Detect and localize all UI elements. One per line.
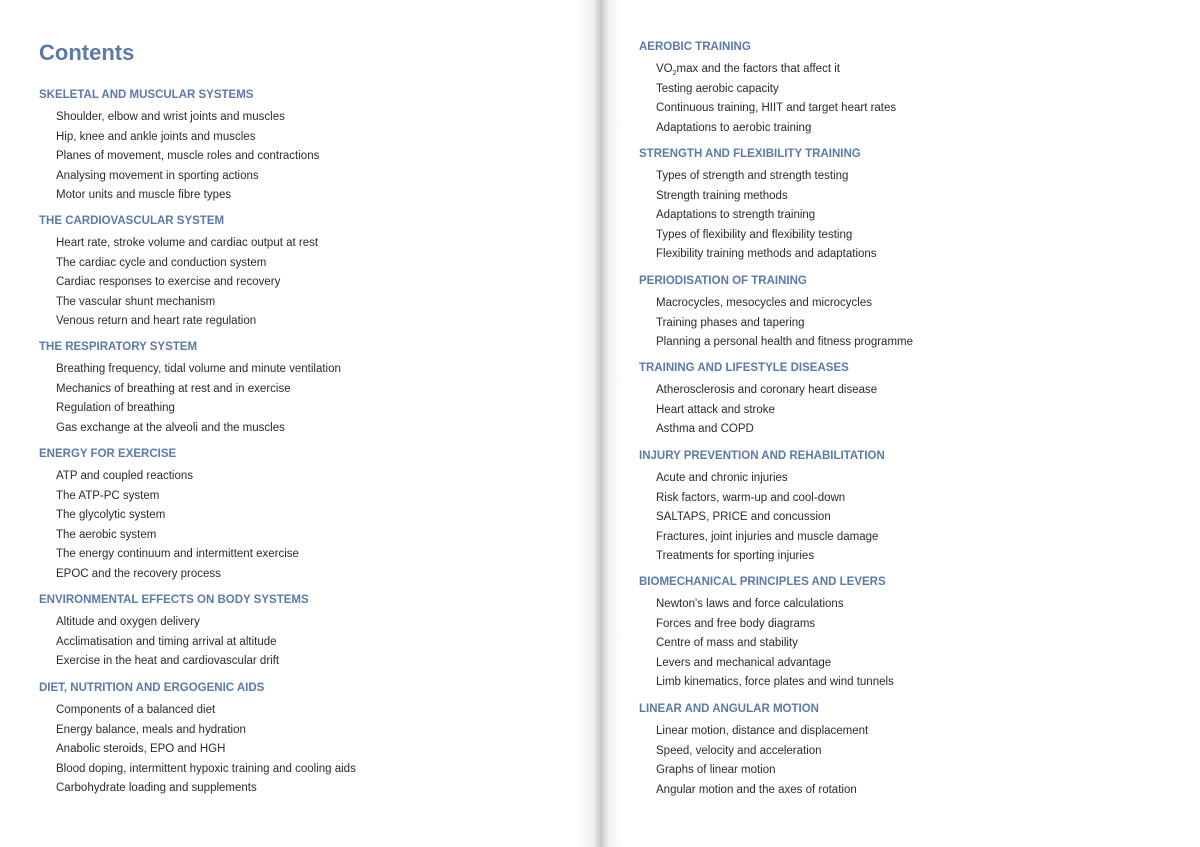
contents-item[interactable]: Shoulder, elbow and wrist joints and muscles <box>56 111 285 123</box>
book-gutter <box>578 0 622 847</box>
contents-item[interactable]: Energy balance, meals and hydration <box>56 723 246 736</box>
contents-item[interactable]: Newton's laws and force calculations <box>656 598 844 610</box>
contents-item[interactable]: Mechanics of breathing at rest and in exercise <box>56 382 291 395</box>
section-heading: DIET, NUTRITION AND ERGOGENIC AIDS <box>39 682 265 694</box>
contents-item[interactable]: Speed, velocity and acceleration <box>656 744 822 757</box>
contents-item[interactable]: The energy continuum and intermittent exercise <box>56 548 299 560</box>
contents-item[interactable]: Venous return and heart rate regulation <box>56 315 257 327</box>
section-diet-nutrition <box>39 680 579 799</box>
contents-item[interactable]: The cardiac cycle and conduction system <box>56 256 267 269</box>
section-items <box>39 613 579 672</box>
section-heading: ENERGY FOR EXERCISE <box>39 448 177 460</box>
contents-item[interactable]: Gas exchange at the alveoli and the muscles <box>56 421 285 434</box>
contents-item[interactable]: Forces and free body diagrams <box>656 617 816 630</box>
contents-item[interactable]: Types of flexibility and flexibility testing <box>656 228 853 241</box>
section-heading: INJURY PREVENTION AND REHABILITATION <box>639 450 885 462</box>
section-items <box>639 722 1179 800</box>
contents-item[interactable]: Centre of mass and stability <box>656 637 798 649</box>
contents-item[interactable]: Asthma and COPD <box>656 423 754 435</box>
section-heading: ENVIRONMENTAL EFFECTS ON BODY SYSTEMS <box>39 594 309 606</box>
contents-item[interactable]: Limb kinematics, force plates and wind tunnels <box>656 676 894 688</box>
section-items <box>39 360 579 438</box>
vo2-subscript: 2 <box>672 70 677 77</box>
section-items <box>39 108 579 206</box>
section-items <box>639 469 1179 567</box>
contents-item[interactable]: Regulation of breathing <box>56 402 175 414</box>
section-items <box>639 595 1179 693</box>
contents-item[interactable]: Altitude and oxygen delivery <box>56 616 200 628</box>
contents-item[interactable]: Testing aerobic capacity <box>656 82 779 95</box>
section-heading: AEROBIC TRAINING <box>639 41 751 53</box>
contents-item[interactable]: Macrocycles, mesocycles and microcycles <box>656 297 873 309</box>
section-skeletal-muscular <box>39 87 579 206</box>
section-strength-flexibility <box>639 146 1179 265</box>
section-heading: THE RESPIRATORY SYSTEM <box>39 341 198 353</box>
section-items <box>639 167 1179 265</box>
section-items <box>39 234 579 332</box>
section-periodisation <box>639 273 1179 353</box>
section-cardiovascular <box>39 213 579 332</box>
contents-item[interactable]: Levers and mechanical advantage <box>656 656 832 669</box>
contents-item[interactable]: Angular motion and the axes of rotation <box>656 783 857 796</box>
contents-item[interactable]: Blood doping, intermittent hypoxic training and cooling aids <box>56 762 356 775</box>
contents-item[interactable]: Planes of movement, muscle roles and contractions <box>56 150 320 162</box>
contents-item[interactable]: Analysing movement in sporting actions <box>56 169 259 182</box>
contents-item[interactable]: Flexibility training methods and adaptations <box>656 248 877 260</box>
contents-item[interactable]: The glycolytic system <box>56 509 166 521</box>
page-title: Contents <box>39 40 135 65</box>
section-respiratory <box>39 339 579 438</box>
contents-item[interactable]: Graphs of linear motion <box>656 764 776 776</box>
section-items <box>639 294 1179 353</box>
contents-item[interactable]: Planning a personal health and fitness programme <box>656 336 913 348</box>
section-heading: BIOMECHANICAL PRINCIPLES AND LEVERS <box>639 576 886 588</box>
section-heading: THE CARDIOVASCULAR SYSTEM <box>39 215 225 227</box>
contents-item[interactable]: The vascular shunt mechanism <box>56 295 216 308</box>
contents-item[interactable]: Heart attack and stroke <box>656 403 775 416</box>
section-heading: TRAINING AND LIFESTYLE DISEASES <box>639 362 849 374</box>
contents-item[interactable]: Motor units and muscle fibre types <box>56 189 232 201</box>
contents-item[interactable]: Training phases and tapering <box>656 316 805 329</box>
contents-item[interactable]: Atherosclerosis and coronary heart disease <box>656 384 878 396</box>
contents-item[interactable]: Anabolic steroids, EPO and HGH <box>56 743 226 755</box>
contents-item[interactable]: ATP and coupled reactions <box>56 470 194 482</box>
section-items <box>639 60 1179 138</box>
contents-item[interactable]: Breathing frequency, tidal volume and minute ventilation <box>56 363 341 375</box>
contents-item[interactable]: Hip, knee and ankle joints and muscles <box>56 130 256 143</box>
contents-item[interactable]: Cardiac responses to exercise and recovery <box>56 276 281 288</box>
section-energy <box>39 446 579 584</box>
contents-item[interactable]: Components of a balanced diet <box>56 704 216 716</box>
contents-item[interactable]: Risk factors, warm-up and cool-down <box>656 491 846 504</box>
section-aerobic-training <box>639 39 1179 138</box>
contents-item-vo2max[interactable] <box>656 60 1179 80</box>
section-heading: SKELETAL AND MUSCULAR SYSTEMS <box>39 89 254 101</box>
section-injury-prevention <box>639 448 1179 567</box>
contents-item[interactable]: EPOC and the recovery process <box>56 567 221 580</box>
contents-item[interactable]: Carbohydrate loading and supplements <box>56 782 257 794</box>
section-lifestyle-diseases <box>639 360 1179 440</box>
section-heading: PERIODISATION OF TRAINING <box>639 275 807 287</box>
contents-item[interactable]: Treatments for sporting injuries <box>656 550 815 562</box>
contents-item[interactable]: Fractures, joint injuries and muscle damage <box>656 530 879 543</box>
section-environmental <box>39 592 579 672</box>
section-items <box>39 701 579 799</box>
section-heading: STRENGTH AND FLEXIBILITY TRAINING <box>639 148 861 160</box>
contents-item[interactable]: Acute and chronic injuries <box>656 472 788 484</box>
contents-item[interactable]: The ATP-PC system <box>56 489 160 502</box>
contents-item[interactable]: Strength training methods <box>656 189 788 202</box>
section-biomechanical <box>639 574 1179 693</box>
contents-item[interactable]: Types of strength and strength testing <box>656 170 849 182</box>
contents-item[interactable]: SALTAPS, PRICE and concussion <box>656 511 831 523</box>
contents-item[interactable]: Adaptations to strength training <box>656 209 816 221</box>
section-heading: LINEAR AND ANGULAR MOTION <box>639 703 819 715</box>
contents-item[interactable]: Adaptations to aerobic training <box>656 121 812 134</box>
contents-item[interactable]: Acclimatisation and timing arrival at altitude <box>56 635 277 648</box>
section-items <box>639 381 1179 440</box>
vo2-suffix: max and the factors that affect it <box>676 63 840 75</box>
contents-item[interactable]: The aerobic system <box>56 528 157 541</box>
contents-item[interactable]: Continuous training, HIIT and target heart rates <box>656 102 897 114</box>
section-items <box>39 467 579 584</box>
contents-item[interactable]: Heart rate, stroke volume and cardiac output at rest <box>56 237 319 249</box>
section-linear-angular <box>639 701 1179 800</box>
vo2-prefix: VO <box>656 63 673 75</box>
contents-item[interactable]: Exercise in the heat and cardiovascular drift <box>56 655 280 667</box>
contents-item[interactable]: Linear motion, distance and displacement <box>656 725 869 737</box>
